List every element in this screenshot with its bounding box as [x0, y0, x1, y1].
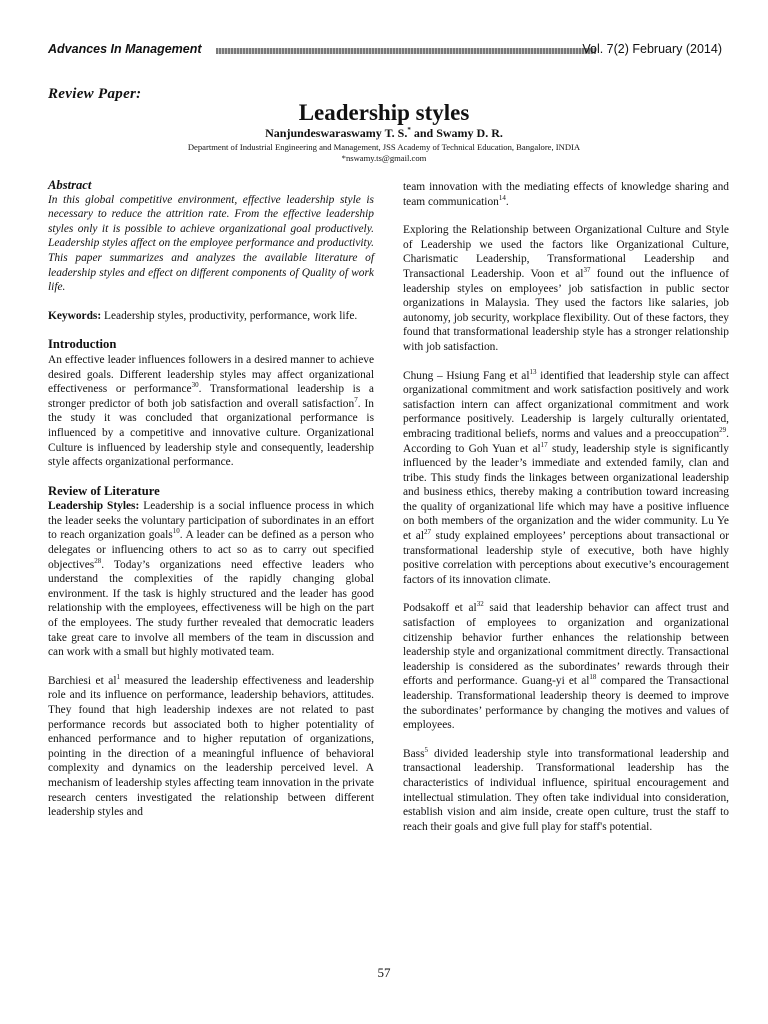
right-text-5: Bass — [403, 747, 425, 760]
right-text-3d: study, leadership style is significantly influenced by the leader’s immediate and extended family, clan and tribe. This study finds the linkages between organizational leadership and business ethics, thereby making a contribution toward increasing the quality of organizational life which may have a positive influence on both members of the organization and the wider community. Lu Ye et al — [403, 442, 730, 543]
lit-text-3: . Today’s organizations need effective leaders who understand the complexities of the rapidly changing global environment. If the task is highly structured and the leader has good relationship with the employees, effectiveness will be high on the part of the employees. The study further revealed that democratic leaders take great care to involve all members of the team in discussion and can work with a small but highly motivated team. — [48, 558, 374, 659]
header-decorative-bar — [216, 48, 596, 54]
right-text-1: team innovation with the mediating effects of knowledge sharing and team communication — [403, 181, 729, 208]
keywords — [48, 309, 374, 324]
right-text-3: Chung – Hsiung Fang et al — [403, 369, 530, 382]
leadership-styles-label: Leadership Styles: — [48, 500, 140, 513]
right-text-3e: study explained employees’ perceptions about transactional or transformational leadership style of executive, both have highly positive correlation with perceptions about executive’s encouragement factors of its innovation climate. — [403, 530, 729, 586]
page-number: 57 — [377, 965, 391, 980]
keywords-label: Keywords: — [48, 309, 102, 322]
right-column — [403, 180, 729, 848]
left-column — [48, 178, 374, 834]
corresponding-mark: * — [407, 126, 411, 134]
affiliation: Department of Industrial Engineering and Management, JSS Academy of Technical Education, Bangalore, INDIA — [187, 142, 581, 152]
literature-heading: Review of Literature — [48, 483, 160, 498]
paper-type-label: Review Paper: — [48, 86, 142, 102]
author-line — [0, 126, 768, 141]
right-text-3b: identified that leadership style can affect organizational commitment and work satisfaction positively and work satisfaction intern can affect organizational commitment and work performance positively. Leadership is largely culturally orientated, embracing traditional beliefs, norms and values and a preoccupation — [403, 369, 730, 440]
right-text-3c: . According to Goh Yuan et al — [403, 427, 729, 455]
journal-name: Advances In Management — [48, 42, 202, 56]
citation: 27 — [424, 528, 431, 537]
intro-text-1: An effective leader influences followers in a desired manner to achieve desired goals. Different leadership styles may affect organizational effectiveness or performance — [48, 353, 374, 396]
right-text-1b: . — [505, 195, 509, 208]
author-email: *nswamy.ts@gmail.com — [341, 153, 427, 163]
right-text-4b: said that leadership behavior can affect trust and satisfaction of employees to organization and organizational citizenship behavior further enhances the relationship between leadership style and organizational commitment directly. Transactional leadership is considered as the subordinates’ rewards through their efforts and performance. Guang-yi et al — [403, 602, 729, 688]
right-text-4c: compared the Transactional leadership. Transformational leadership theory is deemed to improve the subordinates’ performance by changing the motives and values of employees. — [403, 675, 729, 732]
introduction-paragraph — [48, 353, 374, 470]
citation: 18 — [589, 673, 597, 682]
right-text-4: Podsakoff et al — [403, 602, 477, 615]
author-2: and Swamy D. R. — [410, 126, 503, 140]
lit-text-1: Leadership is a social influence process in which the leader seeks the voluntary participation of subordinates in an effort to reach organization goals — [48, 500, 374, 542]
podsakoff-paragraph — [403, 601, 729, 732]
citation: 32 — [476, 600, 484, 609]
citation: 17 — [540, 440, 548, 449]
abstract-heading: Abstract — [48, 178, 92, 192]
citation: 29 — [719, 426, 727, 435]
citation: 10 — [172, 527, 180, 536]
right-text-2: Exploring the Relationship between Organizational Culture and Style of Leadership we used the factors like Organizational Culture, Charismatic Leadership, Transformational Leadership and Transactional Leadership. Voon et al — [403, 224, 729, 280]
team-innovation-paragraph — [403, 180, 729, 209]
bass-paragraph — [403, 747, 729, 835]
author-1: Nanjundeswaraswamy T. S. — [265, 126, 408, 140]
citation: 14 — [498, 193, 506, 202]
introduction-heading: Introduction — [48, 337, 117, 352]
intro-text-3: . In the study it was concluded that organizational performance is influenced by a competitive and innovative culture. Organizational Culture is influenced by leadership style and consequently, leadership style affects organizational performance. — [48, 397, 374, 469]
citation: 5 — [424, 745, 429, 754]
citation: 7 — [354, 395, 358, 404]
citation: 37 — [583, 266, 591, 275]
right-text-2b: found out the influence of leadership styles on employees’ job satisfaction in public sector organizations in Malaysia. They used the factors like salaries, job autonomy, job security, workplace flexibility. Out of these factors, they found that transformational leadership style has a stronger relationship with job satisfaction. — [403, 267, 729, 353]
leadership-styles-paragraph — [48, 499, 374, 660]
chung-paragraph — [403, 369, 729, 588]
right-text-5b: divided leadership style into transformational leadership and transactional leadership. Transformational leadership has the characteristics of individual influence, spiritual encouragement and intellectual stimulation. They often take individual into consideration, establish vision and aim inside, create open culture, trust the staff to reach their goals and give full play for staff's potential. — [403, 747, 729, 833]
barchiesi-paragraph — [48, 674, 374, 820]
citation: 1 — [116, 673, 120, 682]
volume-issue: Vol. 7(2) February (2014) — [582, 42, 722, 56]
intro-text-2: . Transformational leadership is a stronger predictor of both job satisfaction and overall satisfaction — [48, 383, 374, 410]
culture-paragraph — [403, 223, 729, 354]
citation: 28 — [94, 556, 102, 565]
keywords-list: Leadership styles, productivity, performance, work life. — [101, 309, 358, 322]
paper-title: Leadership styles — [298, 100, 470, 125]
citation: 13 — [529, 367, 537, 376]
lit-text-4: Barchiesi et al — [48, 674, 117, 687]
running-header — [48, 42, 722, 62]
abstract-text: In this global competitive environment, effective leadership style is necessary to reduce the attrition rate. From the effective leadership styles only it is possible to achieve organizational goal productively. Leadership styles affect on the employee performance and productivity. This paper summarizes and analyzes the available literature of leadership styles and effect on different components of Quality of work life. — [48, 193, 374, 294]
lit-text-5: measured the leadership effectiveness and leadership role and its influence on performance, leadership behaviors, attitudes. They found that high leadership indexes are not related to past performance records but associated both to higher potentiality of enhanced performance and to higher reputation of organizations, pointing in the direction of a meaningful influence of behavioral complexity and dynamics on the leadership perceived level. A mechanism of leadership styles affecting team innovation in the private research centers investigated the relationship between different leadership styles and — [48, 674, 374, 819]
lit-text-2: . A leader can be defined as a person who delegates or influencing others to act so as to carry out specified objectives — [48, 529, 374, 571]
citation: 30 — [191, 381, 199, 390]
